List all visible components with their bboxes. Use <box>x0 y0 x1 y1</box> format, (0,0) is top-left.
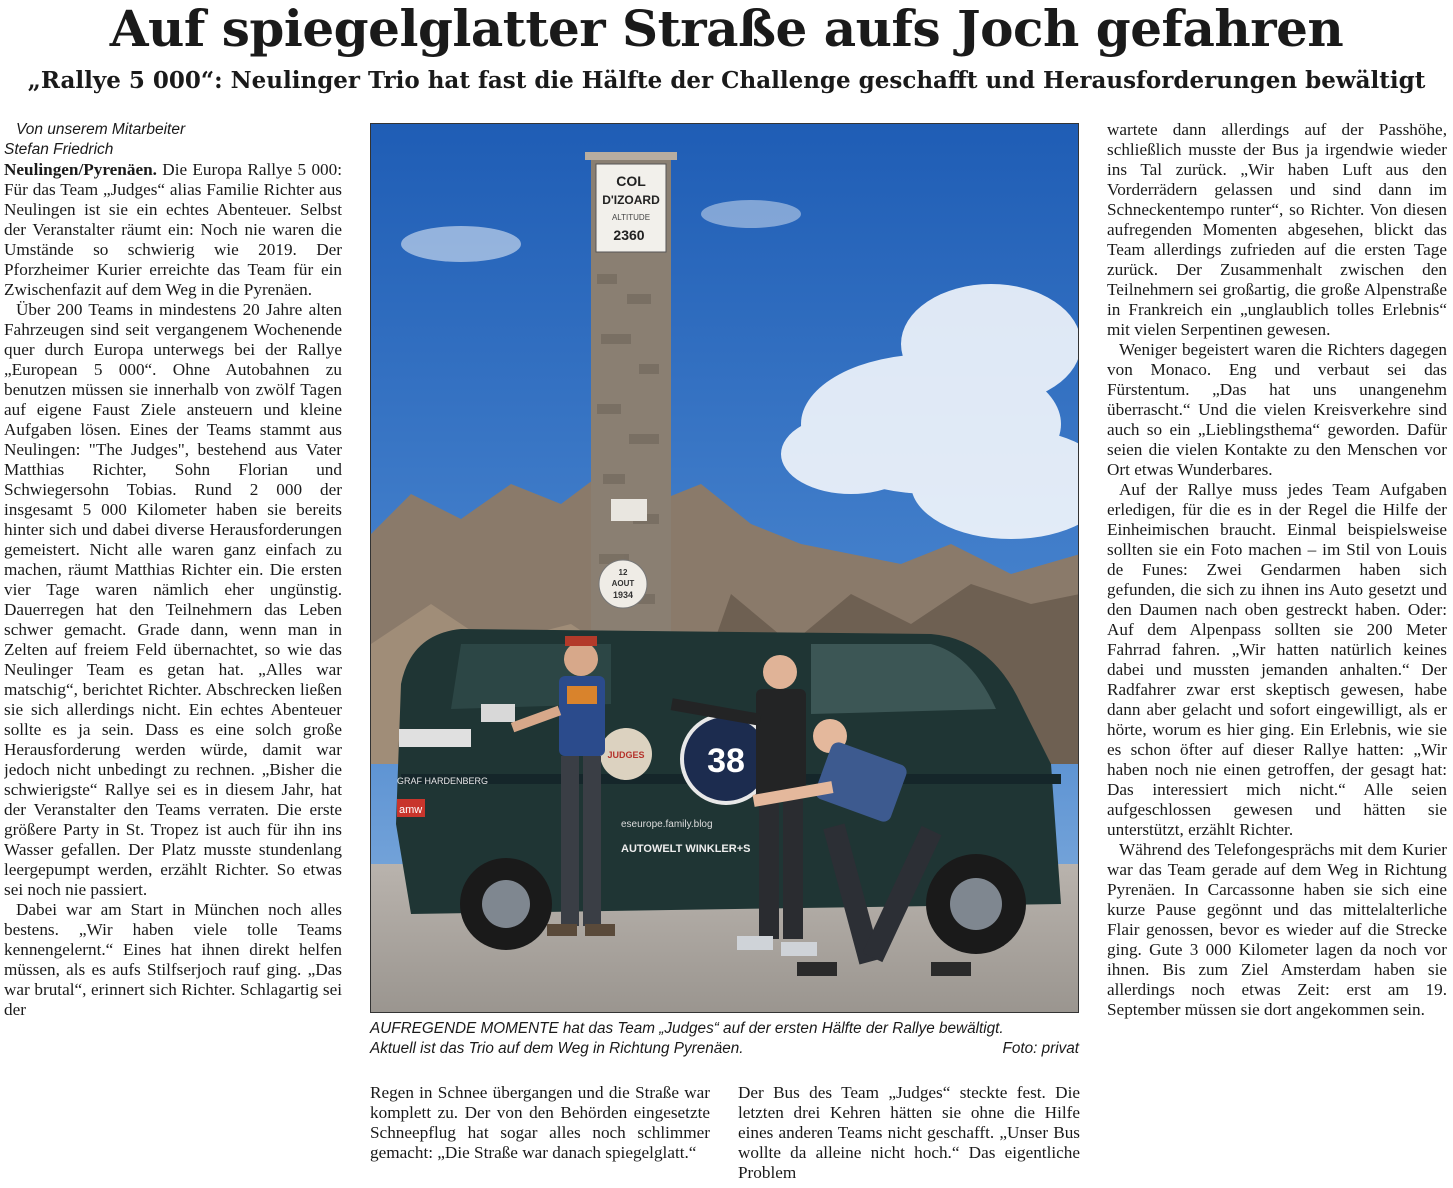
paragraph: Der Bus des Team „Judges“ steckte fest. Die letzten drei Kehren hätten sie ohne die Hilfe eines anderen Teams nicht geschafft. „Unser Bus wollte da alleine nicht hoch.“ Das eigentliche Problem <box>738 1083 1080 1182</box>
sign-altitude-label: ALTITUDE <box>611 213 651 222</box>
byline-line-1: Von unserem Mitarbeiter <box>16 121 186 138</box>
van-graf-sticker: GRAF HARDENBERG <box>397 776 489 786</box>
sign-col-text: COL <box>616 173 646 189</box>
van-amw-sticker: amw <box>399 804 423 816</box>
paragraph: Über 200 Teams in mindestens 20 Jahre alten Fahrzeugen sind seit vergangenem Wochenende quer durch Europa unterwegs bei der Rallye „European 5 000“. Ohne Autobahnen zu benutzen müssen sie innerhalb von zwölf Tagen auf eigene Faust Ziele ansteuern und kleine Aufgaben lösen. Eines der Teams stammt aus Neulingen: "The Judges", bestehend aus Vater Matthias Richter, Sohn Florian und Schwiegersohn Tobias. Rund 2 000 der insgesamt 5 000 Kilometer haben sie bereits hinter sich und dabei diverse Herausforderungen gemeistert. Nicht alle waren ganz einfach zu machen, räumt Matthias Richter ein. Die ersten vier Tage waren nämlich eher ungünstig. Dauerregen hat den Teilnehmern das Leben schwer gemacht. Grade dann, wenn man in Zelten auf freiem Feld übernachtet, so wie das Neulinger Team es getan hat. „Alles war matschig“, berichtet Richter. Abschrecken ließen sie sich allerdings nicht. Ein echtes Abenteuer sollte es ja sein. Dass es eine solch große Herausforderung werden würde, damit war jedoch nicht unbedingt zu rechnen. „Bisher die schwierigste“ Rallye sei es in diesem Jahr, hat der Veranstalter den Teams verraten. Die erste größere Party in St. Tropez ist auch für ihn ins Wasser gefallen. Der Platz musste stundenlang leergepumpt werden, erzählt Richter. So etwas sei noch nie passiert. <box>4 300 342 899</box>
headline: Auf spiegelglatter Straße aufs Joch gefahren <box>109 0 1344 58</box>
article-column-4 <box>1107 120 1447 1186</box>
article-column-3 <box>738 1083 1080 1186</box>
sign-altitude-value: 2360 <box>613 227 645 243</box>
paragraph: Auf der Rallye muss jedes Team Aufgaben erledigen, für die es in der Regel die Hilfe der Einheimischen braucht. Einmal beispielsweise sollten sie ein Foto machen – im Stil von Louis de Funes: Zwei Gendarmen haben sich gefunden, die sich zu ihnen ins Auto gesetzt und den Daumen nach oben gestreckt haben. Oder: Auf dem Alpenpass sollten sie 200 Meter Fahrrad fahren. „Wir hatten natürlich keines dabei und mussten jemanden anhalten.“ Der Radfahrer zwar erst skeptisch gewesen, habe dann aber gelacht und sofort eingewilligt, als er hörte, worum es hier ging. Ein Erlebnis, wie sie es schon öfter auf dieser Rallye hatten: „Wir haben noch nie einen getroffen, der gesagt hat: Das interessiert mich nicht.“ Alle seien aufgeschlossen gewesen und hätten sie unterstützt, erzählt Richter. <box>1107 480 1447 839</box>
plaque-year: 1934 <box>612 590 634 600</box>
plaque-month: AOUT <box>611 579 635 588</box>
paragraph <box>4 160 342 300</box>
plaque-day: 12 <box>618 568 628 577</box>
paragraph: Während des Telefongesprächs mit dem Kurier war das Team gerade auf dem Weg in Richtung Pyrenäen. In Carcassonne haben sie sich eine kurze Pause gegönnt und das mittelalterliche Flair genossen, bevor es wieder auf die Strecke ging. Gute 3 000 Kilometer lagen da noch vor ihnen. Bis zum Ziel Amsterdam haben sie allerdings noch etwas Zeit: erst am 19. September müssen sie dort angekommen sein. <box>1107 840 1447 1019</box>
van-judges-sticker: JUDGES <box>607 750 645 760</box>
photo-credit: Foto: privat <box>1002 1040 1079 1057</box>
paragraph: Weniger begeistert waren die Richters dagegen von Monaco. Eng und verbaut sei das Fürstentum. „Das hat uns unangenehm überrascht.“ Und die vielen Kreisverkehre sind auch so ein „Lieblingsthema“ geworden. Dafür seien die vielen Kontakte zu den Menschen vor Ort etwas Wunderbares. <box>1107 340 1447 479</box>
subheadline: „Rallye 5 000“: Neulinger Trio hat fast die Hälfte der Challenge geschafft und Herausforderungen bewältigt <box>27 67 1426 94</box>
byline-line-2: Stefan Friedrich <box>4 141 114 158</box>
article-column-2 <box>370 1083 710 1186</box>
article-photo <box>370 123 1079 1013</box>
caption-line-1: AUFREGENDE MOMENTE hat das Team „Judges“ auf der ersten Hälfte der Rallye bewältigt. <box>370 1020 1004 1037</box>
van-sponsor: AUTOWELT WINKLER+S <box>621 843 751 855</box>
caption-line-2: Aktuell ist das Trio auf dem Weg in Richtung Pyrenäen. <box>370 1040 744 1057</box>
small-plaque <box>611 499 647 521</box>
paragraph-text: Die Europa Rallye 5 000: Für das Team „Judges“ alias Familie Richter aus Neulingen ist sie ein echtes Abenteuer. Selbst der Veranstalter räumt ein: Noch nie waren die Umstände so schwierig wie 2019. Der Pforzheimer Kurier erreichte das Team für ein Zwischenfazit auf dem Weg in die Pyrenäen. <box>4 160 342 299</box>
rally-number: 38 <box>707 742 745 780</box>
van <box>396 629 1061 954</box>
paragraph: Dabei war am Start in München noch alles bestens. „Wir haben viele tolle Teams kennengelernt.“ Eines hat ihnen direkt helfen müssen, als es aufs Stilfserjoch rauf ging. „Das war brutal“, erinnert sich Richter. Schlagartig sei der <box>4 900 342 1019</box>
sign-name-text: D'IZOARD <box>602 193 660 207</box>
article-column-1 <box>4 120 342 1186</box>
dateline: Neulingen/Pyrenäen. <box>4 160 157 179</box>
byline <box>4 120 342 160</box>
paragraph: wartete dann allerdings auf der Passhöhe, schließlich musste der Bus ja irgendwie wieder ins Tal zurück. „Wir haben Luft aus den Vorderrädern gelassen und sind dann im Schneckentempo runter“, so Richter. Von diesen aufregenden Momenten abgesehen, blickt das Team allerdings zufrieden auf die ersten Tage zurück. Der Zusammenhalt zwischen den Teilnehmern sei großartig, die große Alpenstraße in Frankreich ein „unglaublich tolles Erlebnis“ mit vielen Serpentinen gewesen. <box>1107 120 1447 339</box>
paragraph: Regen in Schnee übergangen und die Straße war komplett zu. Der von den Behörden eingesetzte Schneepflug hat sogar alles noch schlimmer gemacht: „Die Straße war danach spiegelglatt.“ <box>370 1083 710 1162</box>
photo-caption <box>370 1019 1079 1059</box>
col-dizoard-monument <box>585 152 677 634</box>
van-website: eseurope.family.blog <box>621 819 713 830</box>
